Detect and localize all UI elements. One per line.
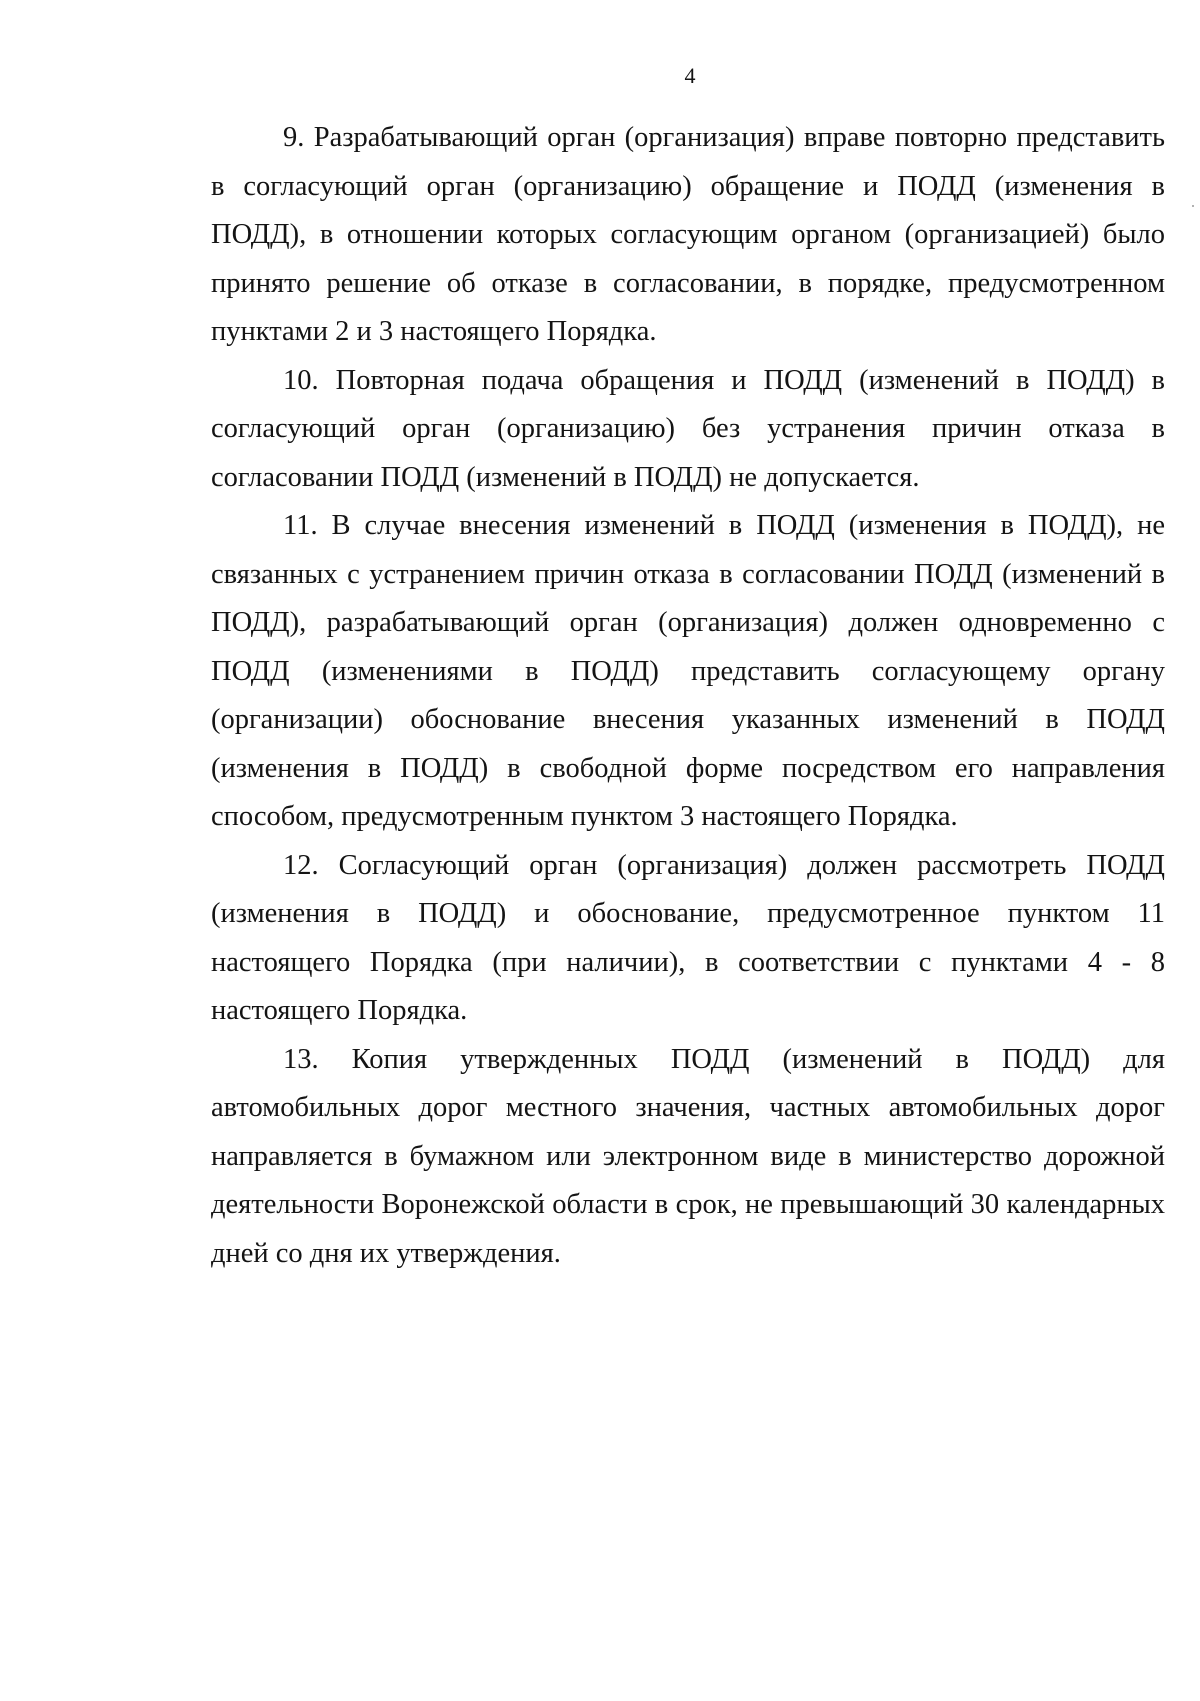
paragraph-12: 12. Согласующий орган (организация) должен рассмотреть ПОДД (изменения в ПОДД) и обоснование, предусмотренное пунктом 11 настоящего Порядка (при наличии), в соответствии с пунктами 4 - 8 настоящего Порядка. (211, 849, 1165, 1026)
page-number: 4 (684, 63, 696, 88)
paragraph-11: 11. В случае внесения изменений в ПОДД (изменения в ПОДД), не связанных с устранением причин отказа в согласовании ПОДД (изменений в ПОДД), разрабатывающий орган (организация) должен одновременно с ПОДД (изменениями в ПОДД) представить согласующему органу (организации) обоснование внесения указанных изменений в ПОДД (изменения в ПОДД) в свободной форме посредством его направления способом, предусмотренным пунктом 3 настоящего Порядка. (211, 510, 1165, 832)
document-body (211, 114, 1165, 1278)
paragraph-13: 13. Копия утвержденных ПОДД (изменений в ПОДД) для автомобильных дорог местного значения, частных автомобильных дорог направляется в бумажном или электронном виде в министерство дорожной деятельности Воронежской области в срок, не превышающий 30 календарных дней со дня их утверждения. (211, 1043, 1165, 1269)
paragraph-9: 9. Разрабатывающий орган (организация) вправе повторно представить в согласующий орган (организацию) обращение и ПОДД (изменения в ПОДД), в отношении которых согласующим органом (организацией) было принято решение об отказе в согласовании, в порядке, предусмотренном пунктами 2 и 3 настоящего Порядка. (211, 122, 1165, 347)
scan-artifact (1192, 205, 1194, 207)
paragraph-10: 10. Повторная подача обращения и ПОДД (изменений в ПОДД) в согласующий орган (организацию) без устранения причин отказа в согласовании ПОДД (изменений в ПОДД) не допускается. (211, 364, 1165, 493)
